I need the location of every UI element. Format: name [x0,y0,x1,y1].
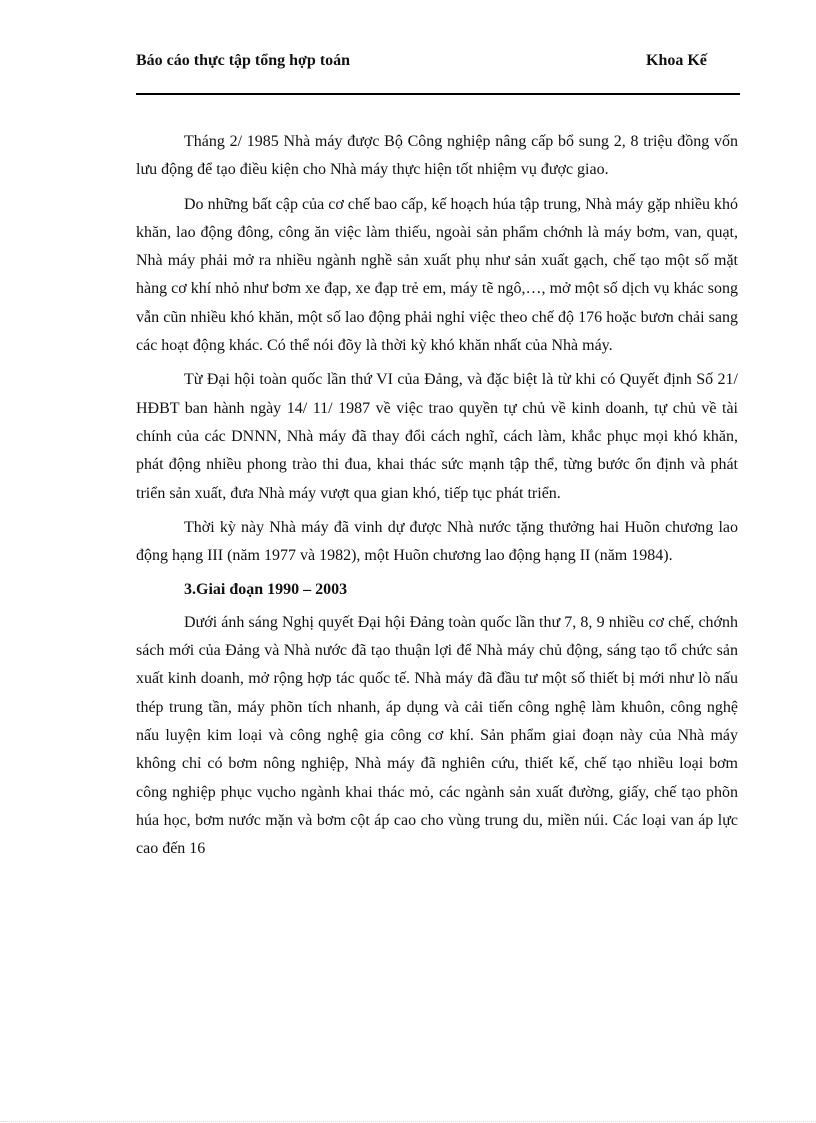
paragraph-3: Từ Đại hội toàn quốc lần thứ VI của Đảng, và đặc biệt là từ khi có Quyết định Số 21/ HĐBT ban hành ngày 14/ 11/ 1987 về việc trao quyền tự chủ về kinh doanh, tự chủ về tài chính của các DNNN, Nhà máy đã thay đổi cách nghĩ, cách làm, khắc phục mọi khó khăn, phát động nhiều phong trào thi đua, khai thác sức mạnh tập thể, từng bước ổn định và phát triển sản xuất, đưa Nhà máy vượt qua gian khó, tiếp tục phát triển. [136,371,738,502]
header-rule [136,93,740,95]
document-body [136,128,738,869]
paragraph-1: Tháng 2/ 1985 Nhà máy được Bộ Công nghiệp nâng cấp bổ sung 2, 8 triệu đồng vốn lưu động để tạo điều kiện cho Nhà máy thực hiện tốt nhiệm vụ được giao. [136,133,738,179]
report-title: Báo cáo thực tập tổng hợp toán [136,52,351,69]
department-label: Khoa Kế [646,52,707,69]
page-bottom-edge [0,1121,816,1122]
paragraph-4: Thời kỳ này Nhà máy đã vinh dự được Nhà nước tặng thưởng hai Huõn chương lao động hạng III (năm 1977 và 1982), một Huõn chương lao động hạng II (năm 1984). [136,518,738,565]
section-heading: 3.Giai đoạn 1990 – 2003 [184,581,348,599]
paragraph-5: Dưới ánh sáng Nghị quyết Đại hội Đảng toàn quốc lần thư 7, 8, 9 nhiều cơ chế, chớnh sách mới của Đảng và Nhà nước đã tạo thuận lợi để Nhà máy chủ động, sáng tạo tổ chức sản xuất kinh doanh, mở rộng hợp tác quốc tế. Nhà máy đã đầu tư một số thiết bị mới như lò nấu thép trung tần, máy phõn tích nhanh, áp dụng và cải tiến công nghệ làm khuôn, công nghệ nấu luyện kim loại và công nghệ gia công cơ khí. Sản phẩm giai đoạn này của Nhà máy không chỉ có bơm nông nghiệp, Nhà máy đã nghiên cứu, thiết kế, chế tạo nhiều loại bơm công nghiệp phục vụcho ngành khai thác mỏ, các ngành sản xuất đường, giấy, chế tạo phõn húa học, bơm nước mặn và bơm cột áp cao cho vùng trung du, miền núi. Các loại van áp lực cao đến 16 [136,613,738,858]
paragraph-2: Do những bất cập của cơ chế bao cấp, kế hoạch húa tập trung, Nhà máy gặp nhiều khó khăn, lao động đông, công ăn việc làm thiếu, ngoài sản phẩm chớnh là máy bơm, van, quạt, Nhà máy phải mở ra nhiều ngành nghề sản xuất phụ như sản xuất gạch, chế tạo một số mặt hàng cơ khí nhỏ như bơm xe đạp, xe đạp trẻ em, máy tẽ ngô,…, mở một số dịch vụ khác song vẫn cũn nhiều khó khăn, một số lao động phải nghỉ việc theo chế độ 176 hoặc bươn chải sang các hoạt động khác. Có thể nói đõy là thời kỳ khó khăn nhất của Nhà máy. [136,195,738,355]
